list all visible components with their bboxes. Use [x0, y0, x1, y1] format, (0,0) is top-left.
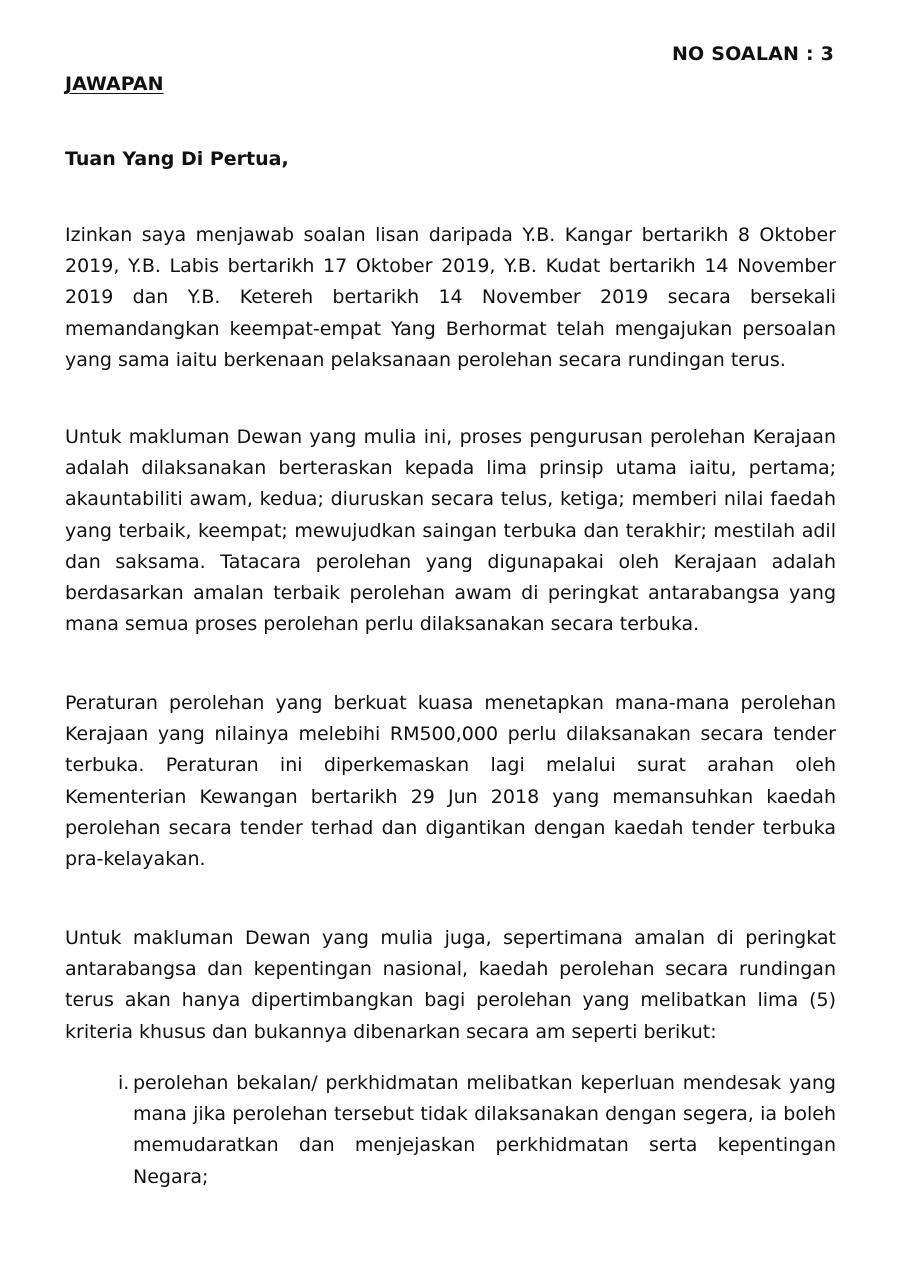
paragraph-2: Untuk makluman Dewan yang mulia ini, proses pengurusan perolehan Kerajaan adalah dilaksanakan berteraskan kepada lima prinsip utama iaitu, pertama; akauntabiliti awam, kedua; diuruskan secara telus, ketiga; memberi nilai faedah yang terbaik, keempat; mewujudkan saingan terbuka dan terakhir; mestilah adil dan saksama. Tatacara perolehan yang digunapakai oleh Kerajaan adalah berdasarkan amalan terbaik perolehan awam di peringkat antarabangsa yang mana semua proses perolehan perlu dilaksanakan secara terbuka. — [65, 426, 836, 636]
paragraph-1: Izinkan saya menjawab soalan lisan daripada Y.B. Kangar bertarikh 8 Oktober 2019, Y.B. Labis bertarikh 17 Oktober 2019, Y.B. Kudat bertarikh 14 November 2019 dan Y.B. Ketereh bertarikh 14 November 2019 secara bersekali memandangkan keempat-empat Yang Berhormat telah mengajukan persoalan yang sama iaitu berkenaan pelaksanaan perolehan secara rundingan terus. — [65, 224, 836, 371]
paragraph-3: Peraturan perolehan yang berkuat kuasa menetapkan mana-mana perolehan Kerajaan yang nilainya melebihi RM500,000 perlu dilaksanakan secara tender terbuka. Peraturan ini diperkemaskan lagi melalui surat arahan oleh Kementerian Kewangan bertarikh 29 Jun 2018 yang memansuhkan kaedah perolehan secara tender terhad dan digantikan dengan kaedah tender terbuka pra-kelayakan. — [65, 692, 836, 871]
salutation: Tuan Yang Di Pertua, — [65, 148, 289, 170]
list-item-text: perolehan bekalan/ perkhidmatan melibatkan keperluan mendesak yang mana jika perolehan tersebut tidak dilaksanakan dengan segera, ia boleh memudaratkan dan menjejaskan perkhidmatan serta kepentingan Negara; — [133, 1072, 836, 1188]
list-item — [118, 1068, 836, 1193]
question-number: NO SOALAN : 3 — [671, 43, 834, 65]
criteria-list — [118, 1068, 836, 1193]
paragraph-4: Untuk makluman Dewan yang mulia juga, sepertimana amalan di peringkat antarabangsa dan kepentingan nasional, kaedah perolehan secara rundingan terus akan hanya dipertimbangkan bagi perolehan yang melibatkan lima (5) kriteria khusus dan bukannya dibenarkan secara am seperti berikut: — [65, 927, 836, 1043]
list-item-marker: i. — [118, 1072, 130, 1094]
answer-heading: JAWAPAN — [65, 73, 164, 95]
